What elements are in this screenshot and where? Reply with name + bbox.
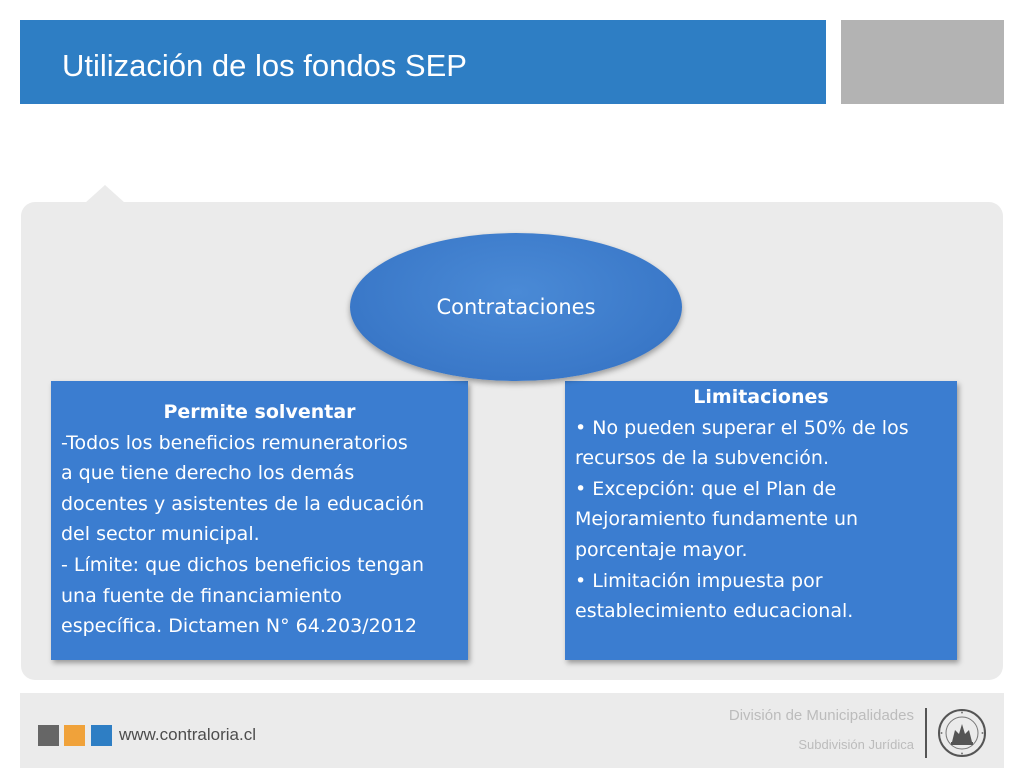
right-box-line: • Excepción: que el Plan de (575, 477, 837, 500)
left-box-line: -Todos los beneficios remuneratorios (61, 431, 408, 454)
footer-orange-square (64, 725, 85, 746)
limitaciones-heading: Limitaciones (693, 386, 829, 408)
limitaciones-box (565, 381, 957, 660)
subdivision-label: Subdivisión Jurídica (798, 737, 914, 752)
permite-solventar-heading: Permite solventar (163, 401, 356, 423)
left-box-line: docentes y asistentes de la educación (61, 492, 425, 515)
right-box-line: • No pueden superar el 50% de los (575, 416, 909, 439)
left-box-line: - Límite: que dichos beneficios tengan (61, 553, 425, 576)
footer-gray-square (38, 725, 59, 746)
right-box-line: • Limitación impuesta por (575, 569, 823, 592)
division-label: División de Municipalidades (728, 707, 914, 724)
contraloria-seal-icon (937, 708, 987, 758)
left-box-line: a que tiene derecho los demás (61, 462, 355, 485)
permite-solventar-box (51, 381, 468, 660)
left-box-line: del sector municipal. (61, 523, 260, 546)
footer-blue-square (91, 725, 112, 746)
slide-title: Utilización de los fondos SEP (62, 48, 467, 83)
contrataciones-label: Contrataciones (436, 295, 596, 319)
right-box-line: porcentaje mayor. (575, 538, 748, 561)
header-accent-block (841, 20, 1004, 104)
footer-divider (925, 708, 927, 758)
right-box-line: Mejoramiento fundamente un (575, 508, 859, 531)
right-box-line: establecimiento educacional. (575, 600, 854, 623)
left-box-line: específica. Dictamen N° 64.203/2012 (61, 615, 417, 638)
right-box-line: recursos de la subvención. (575, 447, 830, 470)
website-link[interactable]: www.contraloria.cl (119, 725, 256, 744)
left-box-line: una fuente de financiamiento (61, 584, 342, 607)
panel-notch (85, 185, 125, 203)
title-bar (20, 20, 826, 104)
contrataciones-ellipse (350, 233, 682, 381)
